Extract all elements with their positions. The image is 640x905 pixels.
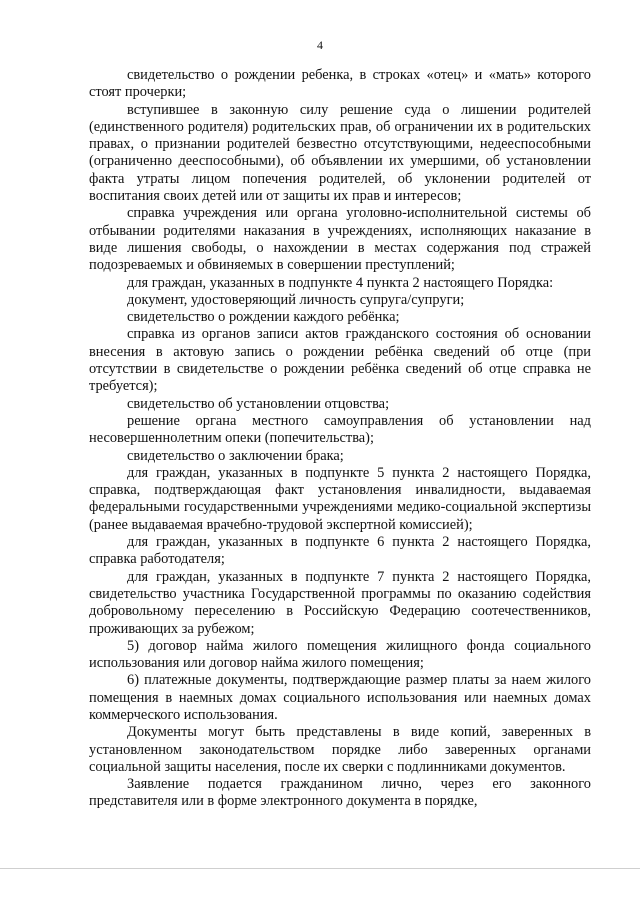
paragraph-subitem-5-disability: для граждан, указанных в подпункте 5 пункта 2 настоящего Порядка, справка, подтверждающая факт установления инвалидности, выдаваемая федеральными государственными учреждениями медико-социальной экспертизы (ранее выдаваемая врачебно-трудовой экспертной комиссией); — [89, 464, 591, 533]
page-bottom-divider — [0, 868, 640, 869]
paragraph-child-birth-certificate: свидетельство о рождении каждого ребёнка; — [127, 309, 400, 326]
document-body — [89, 67, 591, 811]
paragraph-spouse-id: документ, удостоверяющий личность супруга/супруги; — [127, 291, 465, 308]
paragraph-subitem-6-employer: для граждан, указанных в подпункте 6 пункта 2 настоящего Порядка, справка работодателя; — [89, 534, 591, 568]
paragraph-item-6-payments: 6) платежные документы, подтверждающие размер платы за наем жилого помещения в наемных домах социального использования или наемных домах коммерческого использования. — [89, 672, 591, 723]
paragraph-subitem-7-resettlement: для граждан, указанных в подпункте 7 пункта 2 настоящего Порядка, свидетельство участника Государственной программы по оказанию содействия добровольному переселению в Российскую Федерацию соотечественников, проживающих за рубежом; — [89, 568, 591, 637]
paragraph-marriage-certificate: свидетельство о заключении брака; — [127, 447, 344, 464]
paragraph-registry-certificate: справка из органов записи актов гражданского состояния об основании внесения в актовую запись о рождении ребёнка сведений об отце (при отсутствии в свидетельстве о рождении ребёнка сведений об отце справка не требуется); — [89, 326, 591, 395]
paragraph-paternity-certificate: свидетельство об установлении отцовства; — [127, 395, 390, 412]
paragraph-birth-certificate-dashes: свидетельство о рождении ребенка, в строках «отец» и «мать» которого стоят прочерки; — [89, 67, 591, 101]
paragraph-application-submission: Заявление подается гражданином лично, через его законного представителя или в форме электронного документа в порядке, — [89, 776, 591, 810]
paragraph-penal-system-certificate: справка учреждения или органа уголовно-исполнительной системы об отбывании родителями наказания в учреждениях, исполняющих наказание в виде лишения свободы, о нахождении в местах содержания под стражей подозреваемых и обвиняемых в совершении преступлений; — [89, 205, 591, 274]
paragraph-subitem-4-heading: для граждан, указанных в подпункте 4 пункта 2 настоящего Порядка: — [127, 274, 554, 291]
paragraph-item-5-lease: 5) договор найма жилого помещения жилищного фонда социального использования или договор найма жилого помещения; — [89, 637, 591, 672]
paragraph-guardianship-decision: решение органа местного самоуправления об установлении над несовершеннолетним опеки (попечительства); — [89, 412, 591, 447]
paragraph-court-decision: вступившее в законную силу решение суда о лишении родителей (единственного родителя) родительских прав, об ограничении их в родительских правах, о признании родителей безвестно отсутствующими, недееспособными (ограниченно дееспособными), об объявлении их умершими, об установлении факта утраты лицом попечения родителей, об уклонении родителей от воспитания своих детей или от защиты их прав и интересов; — [89, 101, 591, 205]
page-number: 4 — [317, 38, 323, 52]
paragraph-copies: Документы могут быть представлены в виде копий, заверенных в установленном законодательством порядке либо заверенных органами социальной защиты населения, после их сверки с подлинниками документов. — [89, 724, 591, 775]
